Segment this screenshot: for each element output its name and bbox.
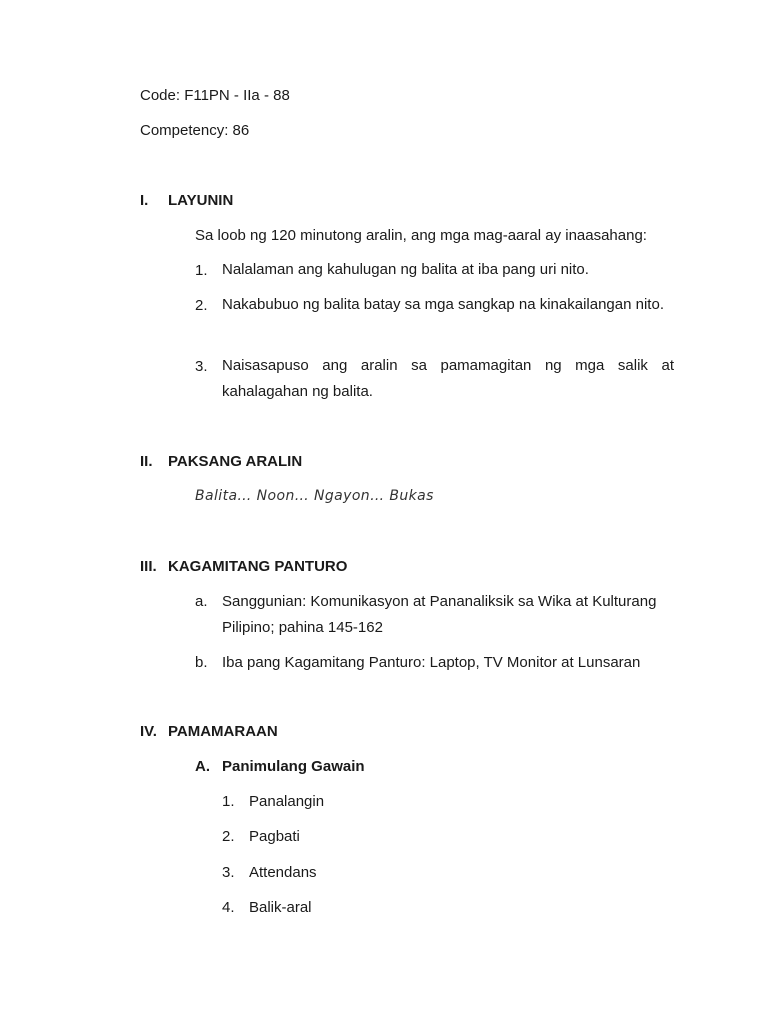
material-a-line-1: Sanggunian: Komunikasyon at Pananaliksik sa Wika at Kulturang	[222, 593, 657, 610]
section-1-title: LAYUNIN	[168, 192, 234, 209]
section-3-roman: III.	[140, 558, 157, 575]
step-3-text: Attendans	[249, 864, 317, 881]
section-2-roman: II.	[140, 453, 153, 470]
material-b-text: Iba pang Kagamitang Panturo: Laptop, TV Monitor at Lunsaran	[222, 654, 641, 671]
objective-1-text: Nalalaman ang kahulugan ng balita at iba pang uri nito.	[222, 261, 589, 278]
material-a-letter: a.	[195, 593, 208, 610]
step-4-text: Balik-aral	[249, 899, 312, 916]
section-1-roman: I.	[140, 192, 149, 209]
section-2-title: PAKSANG ARALIN	[168, 453, 303, 470]
step-1-number: 1.	[222, 793, 235, 810]
objective-1-number: 1.	[195, 262, 208, 279]
section-1-intro: Sa loob ng 120 minutong aralin, ang mga mag-aaral ay inaasahang:	[195, 227, 647, 244]
code-line: Code: F11PN - IIa - 88	[140, 87, 290, 104]
objective-2-text: Nakabubuo ng balita batay sa mga sangkap na kinakailangan nito.	[222, 296, 664, 313]
section-4-title: PAMAMARAAN	[168, 723, 278, 740]
competency-line: Competency: 86	[140, 122, 250, 139]
section-3-title: KAGAMITANG PANTURO	[168, 558, 348, 575]
step-2-text: Pagbati	[249, 828, 300, 845]
material-b-letter: b.	[195, 654, 208, 671]
objective-3-number: 3.	[195, 358, 208, 375]
step-2-number: 2.	[222, 828, 235, 845]
subsection-a-letter: A.	[195, 758, 210, 775]
section-4-roman: IV.	[140, 723, 157, 740]
objective-3-text: Naisasapuso ang aralin sa pamamagitan ng mga salik at kahalagahan ng balita.	[222, 357, 674, 400]
topic-title: Balita… Noon… Ngayon… Bukas	[195, 488, 434, 504]
step-1-text: Panalangin	[249, 793, 325, 810]
material-a-line-2: Pilipino; pahina 145-162	[222, 619, 383, 636]
subsection-a-title: Panimulang Gawain	[222, 758, 365, 775]
objective-2-number: 2.	[195, 297, 208, 314]
step-3-number: 3.	[222, 864, 235, 881]
step-4-number: 4.	[222, 899, 235, 916]
